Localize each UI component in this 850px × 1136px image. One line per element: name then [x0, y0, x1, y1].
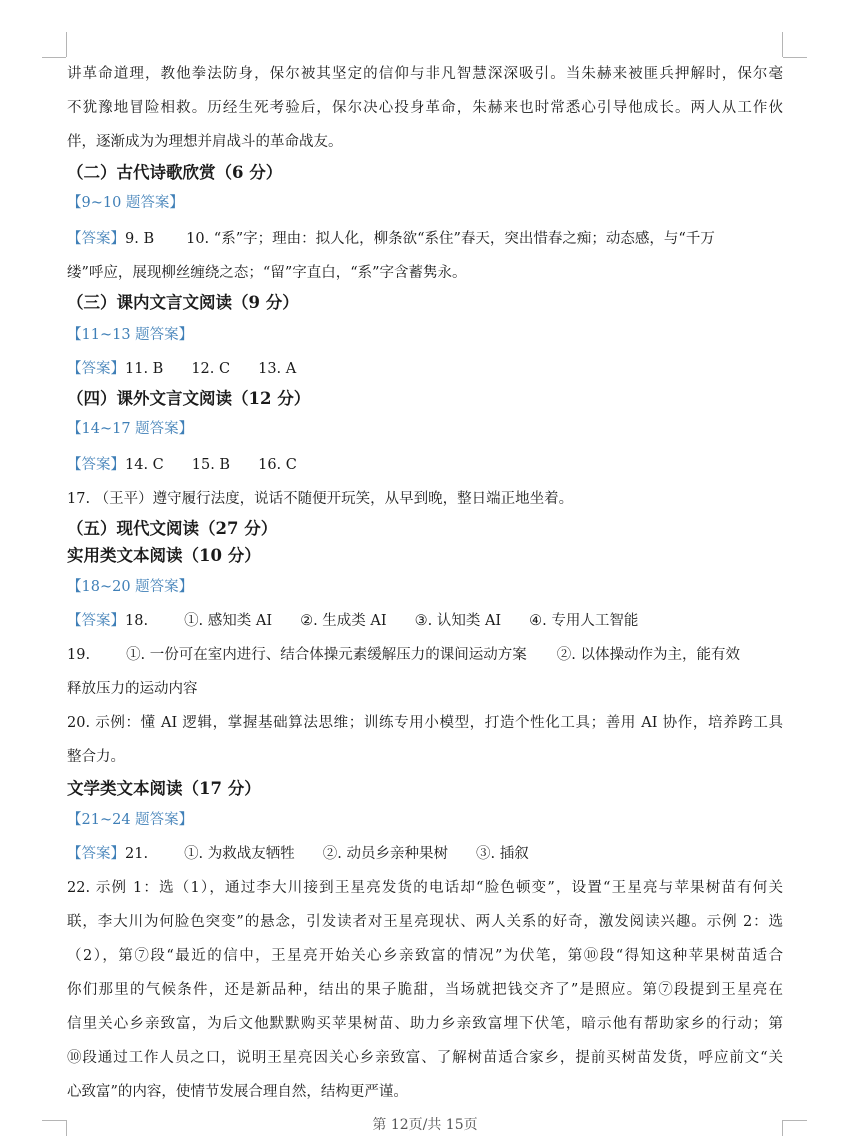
answer-line: ⑩段通过工作人员之口，说明王星亮因关心乡亲致富、了解树苗适合家乡，提前买树苗发货，呼应前文“关	[67, 1050, 783, 1066]
answer-tag: 【18~20 题答案】	[67, 579, 194, 595]
answer-key-label: 【答案】	[67, 361, 125, 377]
answer-line: 心致富”的内容，使情节发展合理自然，结构更严谨。	[67, 1084, 408, 1100]
answer-text: ①. 感知类 AI	[184, 613, 273, 629]
answer-key-label: 【答案】	[67, 457, 125, 473]
answer-key-label: 【答案】	[67, 613, 125, 629]
answer-line	[67, 359, 783, 379]
answer-text: 19.	[67, 647, 91, 663]
answer-line	[67, 611, 783, 631]
answer-tag: 【14~17 题答案】	[67, 421, 194, 437]
answer-text: 16. C	[258, 457, 297, 473]
paragraph-line: 不犹豫地冒险相救。历经生死考验后，保尔决心投身革命，朱赫来也时常悉心引导他成长。两人从工作伙	[67, 100, 783, 116]
answer-text: 15. B	[191, 457, 231, 473]
answer-tag: 【21~24 题答案】	[67, 812, 194, 828]
paragraph-line: 伴，逐渐成为为理想并肩战斗的革命战友。	[67, 134, 343, 150]
crop-mark-top-left	[42, 57, 66, 58]
subsection-heading: 实用类文本阅读（10 分）	[67, 546, 261, 565]
answer-line: 22. 示例 1：选（1），通过李大川接到王星亮发货的电话却“脸色顿变”，设置“王星亮与苹果树苗有何关	[67, 880, 783, 896]
paragraph-line: 讲革命道理，教他拳法防身，保尔被其坚定的信仰与非凡智慧深深吸引。当朱赫来被匪兵押解时，保尔毫	[67, 66, 783, 82]
answer-tag: 【11~13 题答案】	[67, 327, 194, 343]
answer-line: 整合力。	[67, 749, 125, 765]
answer-text: ④. 专用人工智能	[529, 613, 639, 629]
answer-text: 11. B	[125, 361, 164, 377]
answer-text: ①. 一份可在室内进行、结合体操元素缓解压力的课间运动方案	[126, 647, 527, 663]
answer-tag: 【9~10 题答案】	[67, 195, 184, 211]
subsection-heading: 文学类文本阅读（17 分）	[67, 779, 261, 798]
answer-line: 联，李大川为何脸色突变”的悬念，引发读者对王星亮现状、两人关系的好奇，激发阅读兴趣。示例 2：选	[67, 914, 783, 930]
page-footer: 第 12页/共 15页	[372, 1117, 478, 1133]
answer-text: 18.	[125, 613, 149, 629]
answer-line	[67, 844, 783, 864]
answer-line	[67, 229, 783, 249]
answer-line: 17. （王平）遵守履行法度，说话不随便开玩笑，从早到晚，整日端正地坐着。	[67, 491, 574, 507]
section-heading: （三）课内文言文阅读（9 分）	[67, 293, 299, 312]
crop-mark-top-right	[782, 32, 783, 57]
answer-text: 12. C	[191, 361, 231, 377]
answer-text: ①. 为救战友牺牲	[184, 846, 295, 862]
crop-mark-top-right	[783, 57, 807, 58]
answer-text: ②. 动员乡亲种果树	[322, 846, 448, 862]
answer-text: 13. A	[258, 361, 297, 377]
answer-text: 9. B	[125, 231, 155, 247]
answer-text: ②. 生成类 AI	[300, 613, 387, 629]
answer-text: 21.	[125, 846, 149, 862]
section-heading: （二）古代诗歌欣赏（6 分）	[67, 163, 283, 182]
answer-line	[67, 645, 783, 665]
answer-line: 缕”呼应，展现柳丝缠绕之态；“留”字直白，“系”字含蓄隽永。	[67, 265, 467, 281]
section-heading: （五）现代文阅读（27 分）	[67, 519, 278, 538]
answer-text: 10. “系”字；理由：拟人化，柳条欲“系住”春天，突出惜春之痴；动态感，与“千万	[186, 231, 715, 247]
answer-text: ③. 认知类 AI	[414, 613, 502, 629]
answer-key-label: 【答案】	[67, 846, 125, 862]
answer-text: 14. C	[125, 457, 164, 473]
answer-line: 释放压力的运动内容	[67, 681, 198, 697]
answer-text: ②. 以体操动作为主，能有效	[556, 647, 740, 663]
answer-line: 信里关心乡亲致富，为后文他默默购买苹果树苗、助力乡亲致富埋下伏笔，暗示他有帮助家乡的行动；第	[67, 1016, 783, 1032]
section-heading: （四）课外文言文阅读（12 分）	[67, 389, 311, 408]
answer-line: （2），第⑦段“最近的信中，王星亮开始关心乡亲致富的情况”为伏笔，第⑩段“得知这种苹果树苗适合	[67, 948, 783, 964]
answer-text: ③. 插叙	[476, 846, 529, 862]
answer-line: 你们那里的气候条件，还是新品种，结出的果子脆甜，当场就把钱交齐了”是照应。第⑦段提到王星亮在	[67, 982, 783, 998]
answer-key-label: 【答案】	[67, 231, 125, 247]
answer-line	[67, 455, 783, 475]
crop-mark-top-left	[66, 32, 67, 57]
answer-line: 20. 示例：懂 AI 逻辑，掌握基础算法思维；训练专用小模型，打造个性化工具；善用 AI 协作，培养跨工具	[67, 715, 783, 731]
